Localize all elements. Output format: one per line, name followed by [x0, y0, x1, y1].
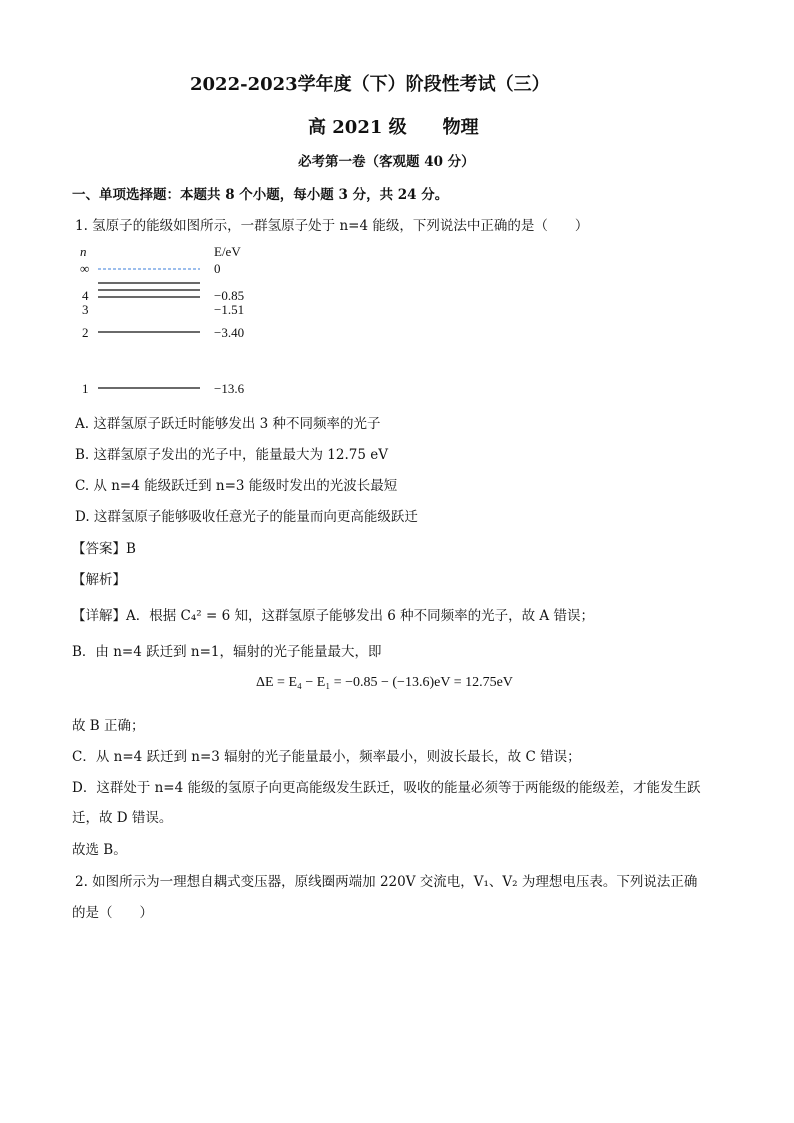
option-d: D. 这群氢原子能够吸收任意光子的能量而向更高能级跃迁 — [75, 509, 418, 525]
option-a: A. 这群氢原子跃迁时能够发出 3 种不同频率的光子 — [75, 416, 381, 432]
n-axis-label: n — [80, 244, 87, 259]
level-e-4: −0.85 — [214, 288, 245, 303]
detail-b: B．由 n=4 跃迁到 n=1，辐射的光子能量最大，即 — [72, 644, 382, 660]
energy-level-diagram — [76, 242, 266, 402]
level-e-3: −1.51 — [214, 302, 245, 317]
option-b: B. 这群氢原子发出的光子中，能量最大为 12.75 eV — [75, 447, 388, 463]
level-n-3: 3 — [82, 302, 89, 317]
level-n-1: 1 — [82, 381, 89, 396]
detail-d-line1: D．这群处于 n=4 能级的氢原子向更高能级发生跃迁，吸收的能量必须等于两能级的能级差，才能发生跃 — [72, 780, 701, 796]
level-n-inf: ∞ — [80, 261, 90, 276]
question-1-stem: 1. 氢原子的能级如图所示，一群氢原子处于 n=4 能级，下列说法中正确的是（ ） — [75, 218, 589, 234]
answer: 【答案】B — [72, 541, 136, 557]
detail-a: 【详解】A．根据 C₄² = 6 知，这群氢原子能够发出 6 种不同频率的光子，故 A 错误； — [72, 608, 594, 624]
part-heading: 一、单项选择题：本题共 8 个小题，每小题 3 分，共 24 分。 — [72, 187, 449, 203]
energy-axis-label: E/eV — [214, 244, 241, 259]
energy-equation: ΔE = E₄ − E₁ = −0.85 − (−13.6)eV = 12.75eV — [256, 675, 513, 690]
level-e-2: −3.40 — [214, 325, 245, 340]
level-n-2: 2 — [82, 325, 89, 340]
analysis-label: 【解析】 — [72, 572, 126, 588]
detail-c: C．从 n=4 跃迁到 n=3 辐射的光子能量最小，频率最小，则波长最长，故 C 错误； — [72, 749, 581, 765]
final-choice: 故选 B。 — [72, 842, 127, 858]
question-2-stem-line1: 2. 如图所示为一理想自耦式变压器，原线圈两端加 220V 交流电，V₁、V₂ 为理想电压表。下列说法正确 — [75, 874, 698, 890]
detail-d-line2: 迁，故 D 错误。 — [72, 810, 173, 826]
section-title: 必考第一卷（客观题 40 分） — [298, 154, 475, 170]
level-e-1: −13.6 — [214, 381, 245, 396]
exam-subtitle: 高 2021 级 物理 — [308, 117, 479, 138]
exam-title: 2022-2023学年度（下）阶段性考试（三） — [190, 74, 550, 95]
option-c: C. 从 n=4 能级跃迁到 n=3 能级时发出的光波长最短 — [75, 478, 398, 494]
level-n-4: 4 — [82, 288, 89, 303]
level-e-inf: 0 — [214, 261, 221, 276]
question-2-stem-line2: 的是（ ） — [72, 905, 153, 921]
detail-b-conclusion: 故 B 正确； — [72, 718, 145, 734]
